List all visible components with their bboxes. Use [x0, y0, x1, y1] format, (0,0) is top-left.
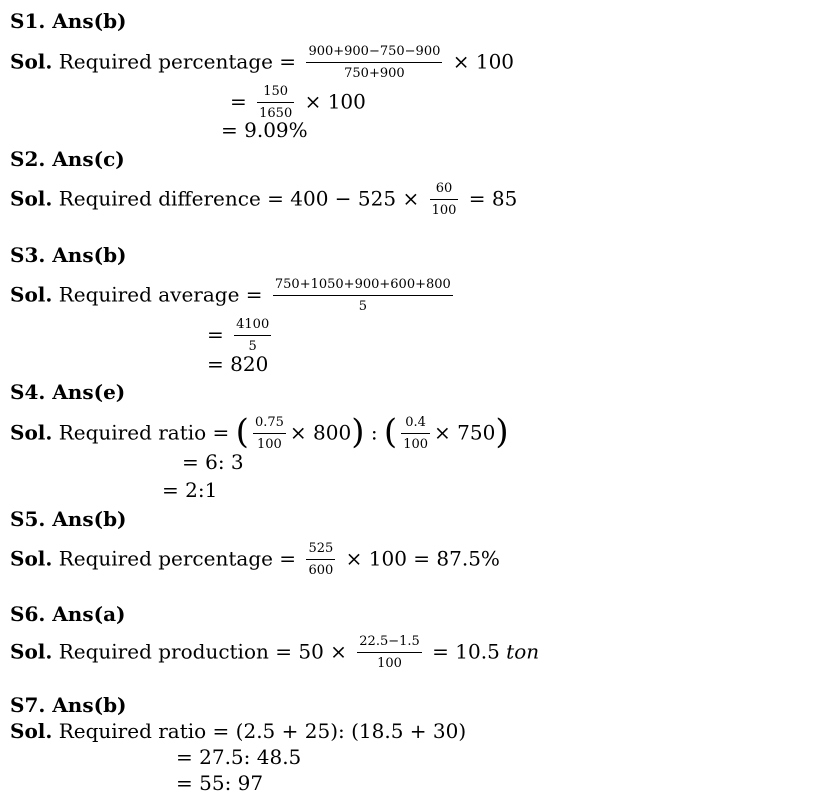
s4-solution-line-1	[10, 412, 509, 453]
s1-line2-tail: × 100	[304, 89, 366, 114]
s1-solution-line-3: = 9.09%	[221, 118, 308, 142]
s5-line1-fraction	[306, 541, 335, 579]
s4-part1-tail: × 800	[289, 420, 352, 445]
s3-solution-line-3: = 820	[207, 352, 269, 376]
s7-solution-line-2: = 27.5: 48.5	[176, 745, 302, 769]
s4-fraction-2	[401, 415, 430, 453]
s2-heading: S2. Ans(c)	[10, 147, 125, 171]
s2-solution-line-1	[10, 181, 517, 219]
s4-fraction-1-denominator: 100	[257, 437, 282, 452]
s4-fraction-2-denominator: 100	[403, 437, 429, 452]
s4-fraction-1-numerator: 0.75	[253, 415, 286, 434]
s2-line1-tail: = 85	[468, 186, 518, 211]
s4-paren-open-1: (	[235, 412, 249, 452]
s1-line2-prefix: =	[230, 89, 247, 114]
s3-line1-denominator: 5	[358, 299, 367, 314]
s1-line1-denominator: 750+900	[344, 66, 405, 81]
s2-line1-fraction	[430, 181, 459, 219]
s4-solution-line-2: = 6: 3	[182, 450, 244, 474]
s7-solution-line-3: = 55: 97	[176, 771, 264, 795]
s3-line1-text: Required average =	[58, 282, 263, 307]
s5-sol-label: Sol.	[10, 546, 53, 571]
s4-paren-open-2: (	[383, 412, 398, 452]
s3-line2-fraction	[234, 317, 271, 355]
s4-colon: :	[370, 420, 378, 445]
s1-line1-tail: × 100	[452, 49, 515, 74]
s2-sol-label: Sol.	[10, 186, 53, 211]
s6-line1-denominator: 100	[377, 656, 402, 671]
s2-line1-numerator: 60	[430, 181, 459, 200]
s7-heading: S7. Ans(b)	[10, 693, 127, 717]
s4-heading: S4. Ans(e)	[10, 380, 126, 404]
s3-line2-denominator: 5	[248, 339, 257, 354]
s4-part2-tail: × 750	[434, 420, 496, 445]
s6-sol-label: Sol.	[10, 639, 53, 664]
s3-sol-label: Sol.	[10, 282, 53, 307]
s5-solution-line-1	[10, 541, 500, 579]
s7-solution-line-1	[10, 719, 466, 743]
s5-line1-numerator: 525	[306, 541, 335, 560]
s6-line1-tail: = 10.5	[432, 639, 500, 664]
s4-fraction-1	[253, 415, 286, 453]
s6-heading: S6. Ans(a)	[10, 602, 126, 626]
s4-solution-line-3: = 2:1	[162, 478, 218, 502]
s3-line2-numerator: 4100	[234, 317, 271, 336]
s6-line1-text: Required production = 50 ×	[58, 639, 347, 664]
s3-solution-line-1	[10, 277, 457, 315]
s7-line1-text: Required ratio = (2.5 + 25): (18.5 + 30)	[58, 719, 467, 743]
s2-line1-denominator: 100	[431, 203, 457, 218]
s6-line1-numerator: 22.5−1.5	[357, 634, 422, 653]
s4-paren-close-2: )	[495, 412, 509, 452]
s5-heading: S5. Ans(b)	[10, 507, 127, 531]
s5-line1-denominator: 600	[308, 563, 334, 578]
s1-solution-line-2	[230, 84, 366, 122]
s1-heading: S1. Ans(b)	[10, 9, 127, 33]
s6-line1-unit: ton	[506, 639, 540, 664]
s1-line1-text: Required percentage =	[58, 49, 297, 74]
s4-paren-close-1: )	[351, 412, 365, 452]
s3-line1-fraction	[273, 277, 453, 315]
s6-solution-line-1	[10, 634, 539, 672]
s1-line2-numerator: 150	[257, 84, 294, 103]
s5-line1-text: Required percentage =	[58, 546, 297, 571]
s3-line2-prefix: =	[207, 322, 224, 347]
s1-line1-numerator: 900+900−750−900	[306, 44, 442, 63]
s1-solution-line-1	[10, 44, 514, 82]
s1-line2-denominator: 1650	[259, 106, 293, 121]
s1-line2-fraction	[257, 84, 294, 122]
s3-solution-line-2	[207, 317, 275, 355]
s4-fraction-2-numerator: 0.4	[401, 415, 430, 434]
s4-line1-text: Required ratio =	[58, 420, 230, 445]
s2-line1-text: Required difference = 400 − 525 ×	[58, 186, 420, 211]
s3-heading: S3. Ans(b)	[10, 243, 127, 267]
s1-sol-label: Sol.	[10, 49, 53, 74]
s6-line1-fraction	[357, 634, 422, 672]
s7-sol-label: Sol.	[10, 719, 53, 743]
s4-sol-label: Sol.	[10, 420, 53, 445]
s5-line1-tail: × 100 = 87.5%	[345, 546, 500, 571]
s1-line1-fraction	[306, 44, 442, 82]
s3-line1-numerator: 750+1050+900+600+800	[273, 277, 453, 296]
